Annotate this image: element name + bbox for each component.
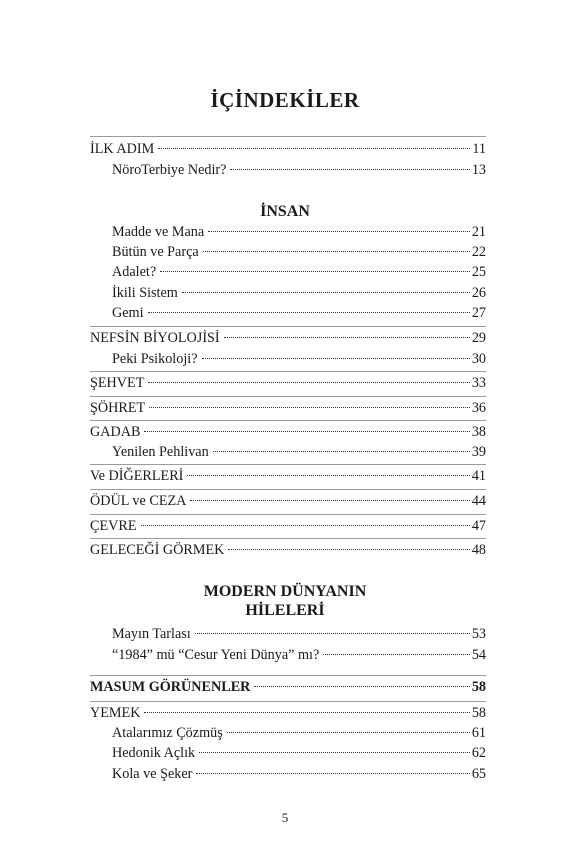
toc-entry-title: ŞÖHRET [90, 400, 146, 416]
toc-entry[interactable] [112, 303, 486, 323]
toc-entry[interactable] [90, 139, 486, 159]
dot-leader [182, 292, 470, 293]
dot-leader [148, 382, 469, 383]
toc-entry-page: 38 [471, 424, 486, 440]
toc-entry[interactable] [112, 624, 486, 644]
toc-entry[interactable] [112, 262, 486, 282]
toc-entry-title: Peki Psikoloji? [112, 351, 198, 367]
toc-entry-page: 21 [471, 224, 486, 240]
toc-entry-page: 22 [471, 244, 486, 260]
toc-entry-page: 27 [471, 305, 486, 321]
toc-entry-page: 11 [472, 141, 486, 157]
dot-leader [190, 500, 469, 501]
toc-entry[interactable] [90, 491, 486, 511]
toc-entry-page: 47 [471, 518, 486, 534]
toc-entry-page: 61 [471, 725, 486, 741]
dot-leader [148, 312, 470, 313]
toc-entry[interactable] [112, 242, 486, 262]
divider [90, 136, 486, 137]
dot-leader [323, 654, 470, 655]
dot-leader [203, 251, 470, 252]
toc-entry-title: Bütün ve Parça [112, 244, 199, 260]
toc-entry-page: 36 [471, 400, 486, 416]
toc-entry-title: Yenilen Pehlivan [112, 444, 209, 460]
toc-entry-page: 13 [471, 162, 486, 178]
divider [90, 464, 486, 465]
toc-entry-title: MASUM GÖRÜNENLER [90, 679, 251, 695]
toc-entry-title: NEFSİN BİYOLOJİSİ [90, 330, 220, 346]
toc-entry[interactable] [90, 328, 486, 348]
toc-entry-title: Ve DİĞERLERİ [90, 468, 184, 484]
divider [90, 326, 486, 327]
toc-entry[interactable] [112, 743, 486, 763]
dot-leader [149, 407, 470, 408]
toc-entry-title: Atalarımız Çözmüş [112, 725, 223, 741]
toc-entry-title: Mayın Tarlası [112, 626, 191, 642]
dot-leader [158, 148, 470, 149]
toc-entry-page: 25 [471, 264, 486, 280]
dot-leader [187, 475, 469, 476]
dot-leader [195, 633, 470, 634]
toc-entry-title: GADAB [90, 424, 141, 440]
dot-leader [254, 686, 469, 687]
page-number: 5 [281, 810, 289, 825]
dot-leader [213, 451, 470, 452]
dot-leader [141, 525, 470, 526]
dot-leader [199, 752, 470, 753]
toc-entry-page: 26 [471, 285, 486, 301]
toc-entry[interactable] [112, 160, 486, 180]
toc-entry[interactable] [90, 540, 486, 560]
toc-entry[interactable] [90, 516, 486, 536]
dot-leader [144, 431, 469, 432]
toc-entry-page: 53 [471, 626, 486, 642]
dot-leader [160, 271, 470, 272]
toc-entry-title: ÖDÜL ve CEZA [90, 493, 187, 509]
toc-entry-page: 58 [471, 705, 486, 721]
toc-entry[interactable] [112, 222, 486, 242]
toc-entry-page: 48 [471, 542, 486, 558]
toc-entry-title: ŞEHVET [90, 375, 145, 391]
section-heading-modern-line2: HİLELERİ [245, 602, 325, 619]
divider [90, 420, 486, 421]
toc-entry[interactable] [112, 645, 486, 665]
toc-entry[interactable] [90, 703, 486, 723]
toc-entry-title: “1984” mü “Cesur Yeni Dünya” mı? [112, 647, 320, 663]
toc-entry[interactable] [112, 442, 486, 462]
divider [90, 489, 486, 490]
toc-entry-title: Adalet? [112, 264, 157, 280]
divider [90, 701, 486, 702]
toc-entry-page: 65 [471, 766, 486, 782]
toc-entry-page: 44 [471, 493, 486, 509]
toc-entry-title: NöroTerbiye Nedir? [112, 162, 227, 178]
divider [90, 396, 486, 397]
toc-entry[interactable] [112, 723, 486, 743]
toc-entry[interactable] [112, 349, 486, 369]
toc-entry-page: 29 [471, 330, 486, 346]
toc-entry-page: 54 [471, 647, 486, 663]
dot-leader [196, 773, 469, 774]
dot-leader [208, 231, 470, 232]
divider [90, 371, 486, 372]
toc-entry[interactable] [90, 677, 486, 697]
section-heading-modern-line1: MODERN DÜNYANIN [203, 583, 367, 600]
dot-leader [202, 358, 470, 359]
divider [90, 675, 486, 676]
toc-entry-page: 62 [471, 745, 486, 761]
dot-leader [224, 337, 470, 338]
toc-entry-title: YEMEK [90, 705, 141, 721]
dot-leader [230, 169, 469, 170]
toc-entry-title: ÇEVRE [90, 518, 137, 534]
toc-entry[interactable] [90, 466, 486, 486]
dot-leader [144, 712, 469, 713]
dot-leader [228, 549, 469, 550]
toc-entry[interactable] [90, 398, 486, 418]
toc-entry-page: 33 [471, 375, 486, 391]
toc-entry[interactable] [90, 373, 486, 393]
toc-entry-title: İkili Sistem [112, 285, 178, 301]
toc-entry-title: GELECEĞİ GÖRMEK [90, 542, 225, 558]
toc-entry-page: 58 [471, 679, 486, 695]
dot-leader [227, 732, 470, 733]
toc-entry-title: İLK ADIM [90, 141, 155, 157]
toc-entry[interactable] [112, 283, 486, 303]
divider [90, 514, 486, 515]
toc-entry-title: Hedonik Açlık [112, 745, 196, 761]
toc-entry-page: 30 [471, 351, 486, 367]
toc-entry-title: Madde ve Mana [112, 224, 205, 240]
section-heading-insan: İNSAN [260, 203, 310, 220]
toc-entry-title: Gemi [112, 305, 144, 321]
divider [90, 538, 486, 539]
page-title: İÇİNDEKİLER [210, 88, 360, 112]
toc-entry-title: Kola ve Şeker [112, 766, 193, 782]
toc-entry-page: 39 [471, 444, 486, 460]
toc-entry[interactable] [112, 764, 486, 784]
toc-entry-page: 41 [471, 468, 486, 484]
toc-entry[interactable] [90, 422, 486, 442]
